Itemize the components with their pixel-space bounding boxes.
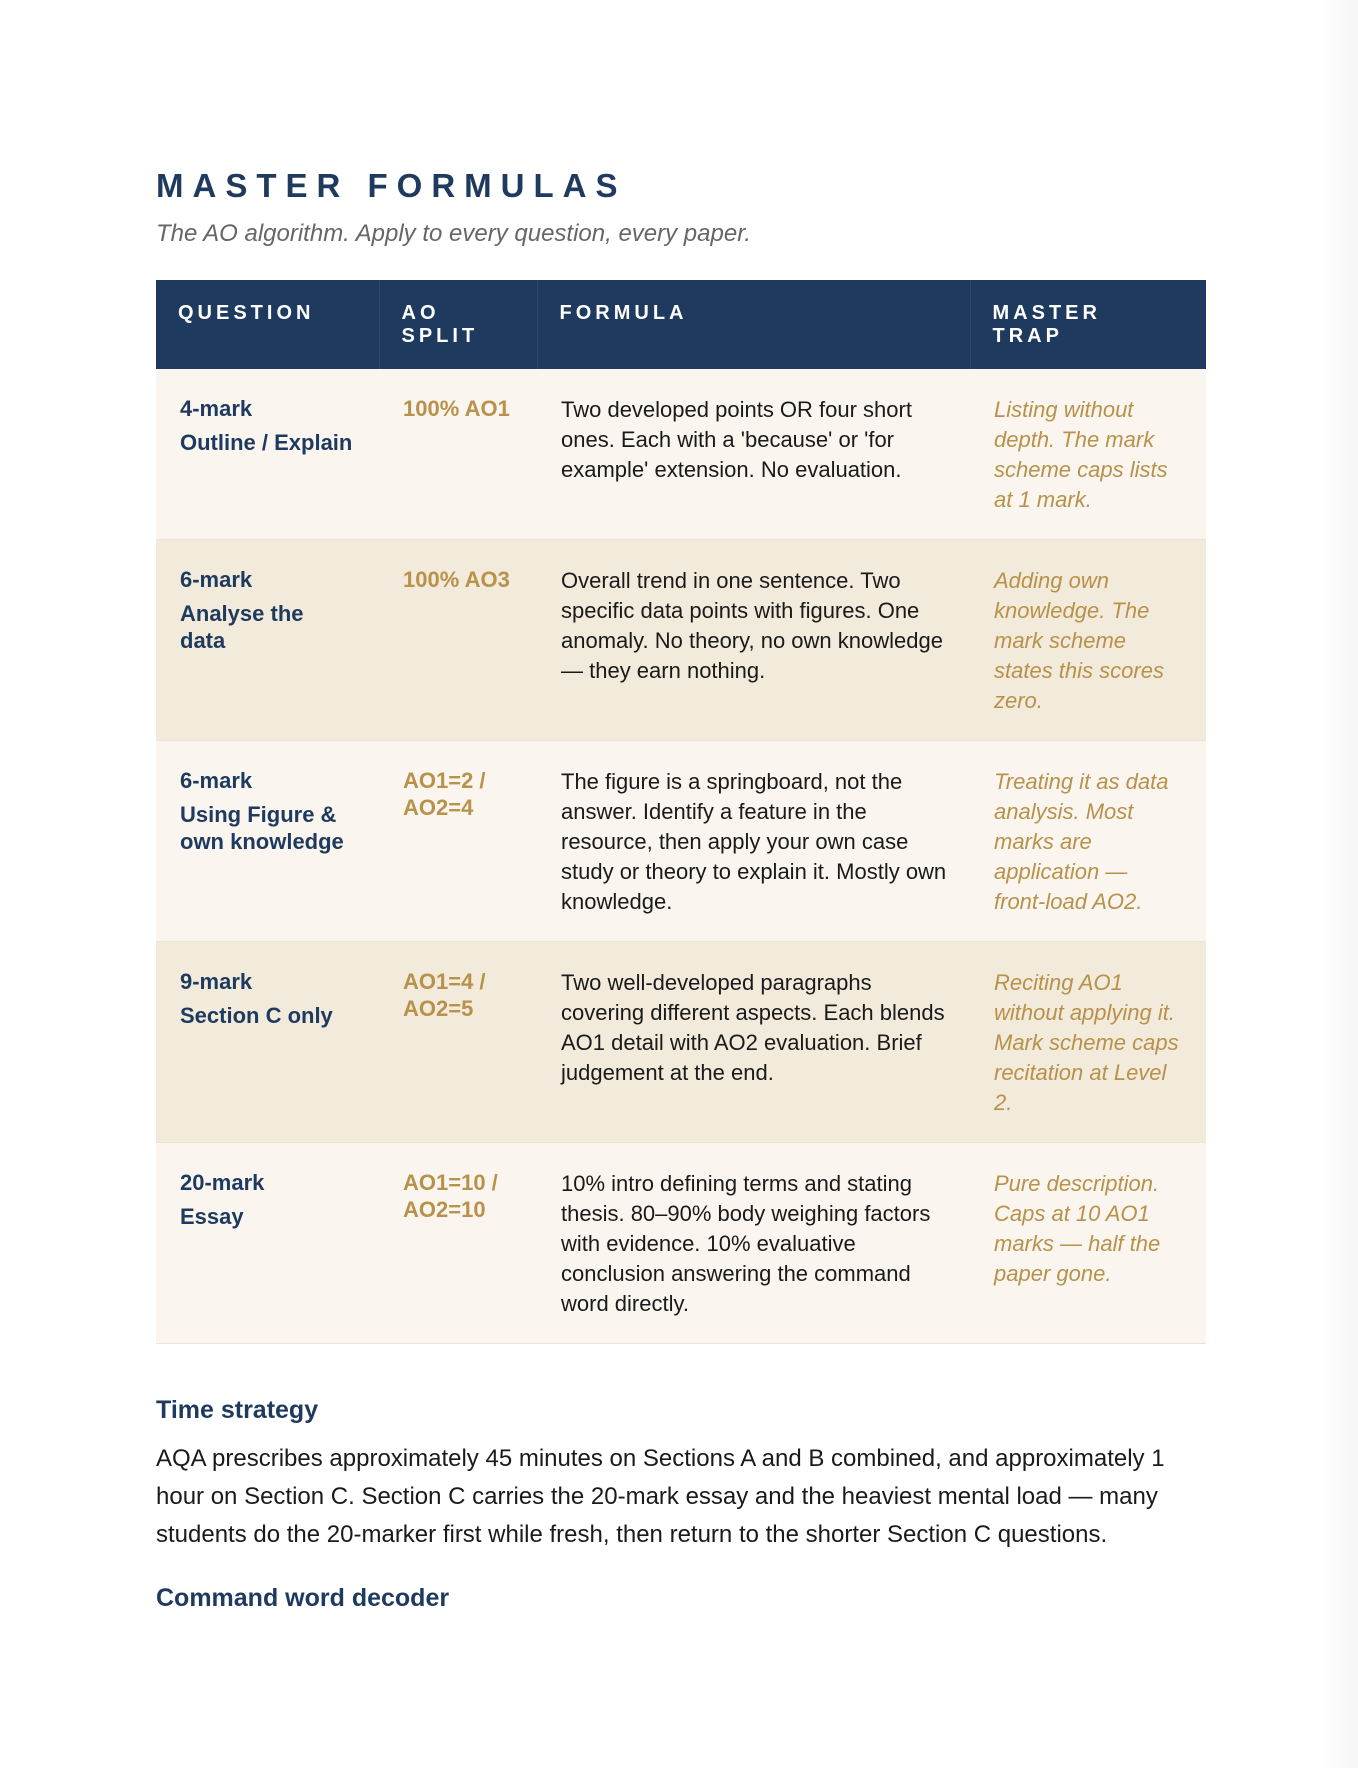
- page-edge-shadow: [1318, 0, 1358, 1768]
- ao-split-cell: AO1=10 / AO2=10: [379, 1143, 537, 1344]
- question-name: Outline / Explain: [180, 430, 353, 455]
- question-mark: 4-mark: [180, 396, 253, 421]
- table-row: [156, 1143, 1206, 1344]
- question-cell: [156, 540, 379, 741]
- ao-split-cell: 100% AO1: [379, 369, 537, 540]
- table-row: [156, 942, 1206, 1143]
- formula-cell: 10% intro defining terms and stating thesis. 80–90% body weighing factors with evidence. 10% evaluative conclusion answering the command word directly.: [537, 1143, 970, 1344]
- question-cell: [156, 942, 379, 1143]
- table-row: [156, 369, 1206, 540]
- time-strategy-body: AQA prescribes approximately 45 minutes on Sections A and B combined, and approximately 1 hour on Section C. Section C carries the 20-mark essay and the heaviest mental load — many students do the 20-marker first while fresh, then return to the shorter Section C questions.: [156, 1445, 1165, 1548]
- table-row: [156, 741, 1206, 942]
- formula-cell: The figure is a springboard, not the answer. Identify a feature in the resource, then apply your own case study or theory to explain it. Mostly own knowledge.: [537, 741, 970, 942]
- question-name: Essay: [180, 1204, 244, 1229]
- ao-split-cell: AO1=4 / AO2=5: [379, 942, 537, 1143]
- header-ao-split: AO SPLIT: [379, 280, 537, 369]
- page-title: MASTER FORMULAS: [156, 167, 627, 204]
- question-mark: 9-mark: [180, 969, 253, 994]
- ao-split-cell: AO1=2 / AO2=4: [379, 741, 537, 942]
- trap-cell: Adding own knowledge. The mark scheme states this scores zero.: [970, 540, 1206, 741]
- command-word-heading: Command word decoder: [156, 1584, 450, 1612]
- question-mark: 6-mark: [180, 768, 253, 793]
- time-strategy-heading: Time strategy: [156, 1396, 319, 1424]
- header-formula: FORMULA: [537, 280, 970, 369]
- question-cell: [156, 741, 379, 942]
- table-row: [156, 540, 1206, 741]
- trap-cell: Treating it as data analysis. Most marks are application — front-load AO2.: [970, 741, 1206, 942]
- question-mark: 20-mark: [180, 1170, 265, 1195]
- formula-table: [156, 280, 1206, 1344]
- formula-cell: Two developed points OR four short ones. Each with a 'because' or 'for example' extension. No evaluation.: [537, 369, 970, 540]
- trap-cell: Pure description. Caps at 10 AO1 marks — half the paper gone.: [970, 1143, 1206, 1344]
- question-name: Section C only: [180, 1003, 333, 1028]
- table-header-row: [156, 280, 1206, 369]
- question-cell: [156, 1143, 379, 1344]
- page-subtitle: The AO algorithm. Apply to every question, every paper.: [156, 220, 751, 247]
- ao-split-cell: 100% AO3: [379, 540, 537, 741]
- header-question: QUESTION: [156, 280, 379, 369]
- page-content: [156, 166, 1206, 1614]
- question-name: Using Figure & own knowledge: [180, 802, 344, 854]
- trap-cell: Listing without depth. The mark scheme caps lists at 1 mark.: [970, 369, 1206, 540]
- question-mark: 6-mark: [180, 567, 253, 592]
- question-cell: [156, 369, 379, 540]
- trap-cell: Reciting AO1 without applying it. Mark scheme caps recitation at Level 2.: [970, 942, 1206, 1143]
- header-master-trap: MASTER TRAP: [970, 280, 1206, 369]
- question-name: Analyse the data: [180, 601, 304, 653]
- formula-cell: Two well-developed paragraphs covering different aspects. Each blends AO1 detail with AO2 evaluation. Brief judgement at the end.: [537, 942, 970, 1143]
- formula-cell: Overall trend in one sentence. Two specific data points with figures. One anomaly. No theory, no own knowledge — they earn nothing.: [537, 540, 970, 741]
